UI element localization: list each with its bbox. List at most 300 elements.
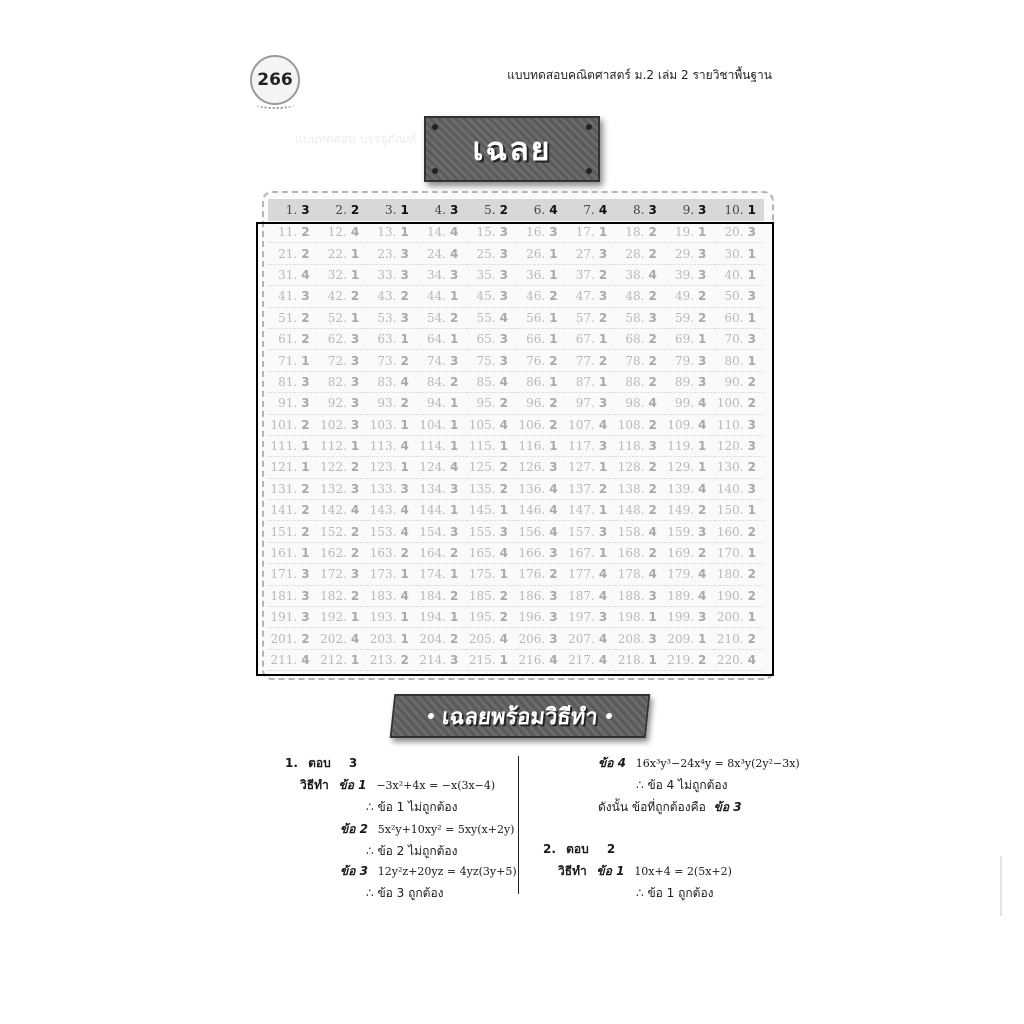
question-number: 3. bbox=[384, 203, 397, 217]
answer-choice: 2 bbox=[350, 546, 360, 561]
q1-step-2: ข้อ 2 5x²y+10xy² = 5xy(x+2y) bbox=[340, 822, 515, 836]
question-number: 160. bbox=[716, 524, 744, 539]
question-number: 45. bbox=[476, 289, 496, 304]
question-number: 69. bbox=[674, 332, 695, 347]
answer-choice: 1 bbox=[400, 460, 409, 475]
question-number: 102. bbox=[320, 417, 347, 432]
answer-choice: 1 bbox=[400, 225, 409, 240]
answer-choice: 2 bbox=[747, 460, 756, 475]
question-number: 50. bbox=[724, 289, 744, 304]
answer-choice: 2 bbox=[698, 546, 707, 561]
answer-choice: 3 bbox=[598, 524, 608, 539]
question-number: 207. bbox=[568, 631, 595, 646]
answer-choice: 2 bbox=[549, 353, 558, 368]
question-number: 146. bbox=[518, 503, 546, 518]
question-number: 58. bbox=[625, 310, 645, 325]
answer-choice: 1 bbox=[648, 653, 657, 667]
answer-choice: 1 bbox=[350, 653, 360, 667]
answer-choice: 2 bbox=[499, 396, 508, 411]
answer-cell bbox=[714, 199, 764, 221]
question-number: 199. bbox=[667, 610, 695, 625]
answer-choice: 4 bbox=[698, 481, 707, 496]
question-number: 143. bbox=[369, 503, 397, 518]
answer-choice: 2 bbox=[350, 203, 360, 217]
question-number: 173. bbox=[369, 567, 397, 582]
question-number: 214. bbox=[419, 653, 447, 667]
answer-choice: 2 bbox=[350, 524, 360, 539]
question-number: 114. bbox=[419, 439, 447, 454]
question-number: 167. bbox=[568, 546, 595, 561]
question-number: 155. bbox=[468, 524, 496, 539]
answer-choice: 3 bbox=[747, 439, 756, 454]
question-number: 120. bbox=[716, 439, 744, 454]
answer-choice: 2 bbox=[499, 610, 508, 625]
answer-choice: 3 bbox=[301, 396, 310, 411]
answer-choice: 2 bbox=[400, 396, 409, 411]
answer-choice: 3 bbox=[400, 246, 409, 261]
answer-choice: 4 bbox=[698, 588, 707, 603]
q1-result-4: ∴ ข้อ 4 ไม่ถูกต้อง bbox=[636, 778, 728, 792]
question-number: 127. bbox=[568, 460, 595, 475]
answer-choice: 3 bbox=[648, 439, 657, 454]
question-number: 134. bbox=[419, 481, 447, 496]
question-number: 85. bbox=[476, 374, 496, 389]
question-number: 150. bbox=[716, 503, 744, 518]
answer-choice: 1 bbox=[400, 631, 409, 646]
answer-choice: 3 bbox=[747, 481, 756, 496]
question-number: 205. bbox=[468, 631, 496, 646]
answer-choice: 2 bbox=[450, 374, 459, 389]
answer-choice: 2 bbox=[499, 588, 508, 603]
answer-choice: 1 bbox=[450, 503, 459, 518]
answer-choice: 4 bbox=[450, 225, 459, 240]
bolt-icon bbox=[586, 168, 592, 174]
answer-choice: 4 bbox=[598, 417, 608, 432]
answer-choice: 3 bbox=[350, 481, 360, 496]
question-number: 48. bbox=[625, 289, 645, 304]
answer-choice: 3 bbox=[499, 267, 508, 282]
question-number: 133. bbox=[369, 481, 397, 496]
bolt-icon bbox=[586, 124, 592, 130]
answer-choice: 4 bbox=[598, 567, 608, 582]
answer-choice: 4 bbox=[648, 567, 657, 582]
question-number: 112. bbox=[320, 439, 347, 454]
answer-choice: 4 bbox=[549, 481, 558, 496]
question-number: 78. bbox=[625, 353, 645, 368]
question-number: 87. bbox=[575, 374, 595, 389]
question-number: 170. bbox=[716, 546, 744, 561]
question-number: 72. bbox=[327, 353, 347, 368]
question-number: 176. bbox=[518, 567, 546, 582]
answer-choice: 2 bbox=[301, 225, 310, 240]
question-number: 126. bbox=[518, 460, 546, 475]
question-number: 220. bbox=[716, 653, 744, 667]
page-edge-mark bbox=[1000, 856, 1002, 916]
answer-choice: 1 bbox=[598, 225, 608, 240]
answer-choice: 4 bbox=[301, 267, 310, 282]
answer-choice: 4 bbox=[648, 396, 657, 411]
answer-choice: 4 bbox=[698, 396, 707, 411]
question-number: 19. bbox=[674, 225, 695, 240]
question-number: 18. bbox=[625, 225, 645, 240]
answer-choice: 1 bbox=[350, 267, 360, 282]
answer-choice: 2 bbox=[648, 417, 657, 432]
question-number: 201. bbox=[270, 631, 298, 646]
answer-choice: 1 bbox=[400, 567, 409, 582]
answer-choice: 2 bbox=[499, 481, 508, 496]
answer-choice: 4 bbox=[499, 546, 508, 561]
question-number: 130. bbox=[716, 460, 744, 475]
answer-choice: 1 bbox=[450, 332, 459, 347]
answer-choice: 1 bbox=[747, 267, 756, 282]
answer-choice: 3 bbox=[648, 588, 657, 603]
question-number: 115. bbox=[468, 439, 496, 454]
solution-method-banner bbox=[390, 694, 651, 738]
question-number: 177. bbox=[568, 567, 595, 582]
answer-choice: 4 bbox=[499, 310, 508, 325]
question-number: 65. bbox=[476, 332, 496, 347]
answer-choice: 1 bbox=[301, 460, 310, 475]
answer-choice: 3 bbox=[648, 310, 657, 325]
question-number: 26. bbox=[526, 246, 546, 261]
answer-choice: 4 bbox=[698, 567, 707, 582]
answer-choice: 2 bbox=[450, 588, 459, 603]
question-number: 54. bbox=[426, 310, 447, 325]
answer-key-banner bbox=[424, 116, 600, 182]
answer-choice: 1 bbox=[450, 439, 459, 454]
question-number: 191. bbox=[270, 610, 298, 625]
question-number: 198. bbox=[617, 610, 645, 625]
answer-choice: 3 bbox=[450, 524, 459, 539]
question-number: 163. bbox=[369, 546, 397, 561]
answer-choice: 1 bbox=[698, 332, 707, 347]
answer-choice: 2 bbox=[648, 503, 657, 518]
answer-choice: 1 bbox=[450, 289, 459, 304]
answer-choice: 2 bbox=[747, 588, 756, 603]
answer-choice: 2 bbox=[301, 481, 310, 496]
question-number: 180. bbox=[716, 567, 744, 582]
answer-choice: 1 bbox=[598, 374, 608, 389]
answer-choice: 4 bbox=[648, 524, 657, 539]
question-number: 129. bbox=[667, 460, 695, 475]
question-number: 188. bbox=[617, 588, 645, 603]
question-number: 83. bbox=[377, 374, 397, 389]
answer-choice: 1 bbox=[350, 246, 360, 261]
answer-choice: 4 bbox=[747, 653, 756, 667]
question-number: 7. bbox=[583, 203, 595, 217]
question-number: 35. bbox=[476, 267, 496, 282]
question-number: 4. bbox=[434, 203, 447, 217]
answer-choice: 4 bbox=[350, 631, 360, 646]
watermark-text: แบบทดสอบ บรรจุภัณฑ์ bbox=[295, 132, 417, 146]
answer-choice: 3 bbox=[499, 332, 508, 347]
question-number: 29. bbox=[674, 246, 695, 261]
question-number: 202. bbox=[320, 631, 347, 646]
column-divider bbox=[518, 756, 519, 894]
question-number: 192. bbox=[320, 610, 347, 625]
question-number: 68. bbox=[625, 332, 645, 347]
answer-choice: 1 bbox=[549, 310, 558, 325]
answer-choice: 1 bbox=[400, 332, 409, 347]
answer-choice: 4 bbox=[698, 417, 707, 432]
answer-choice: 2 bbox=[350, 289, 360, 304]
answer-choice: 2 bbox=[747, 374, 756, 389]
question-number: 147. bbox=[568, 503, 595, 518]
question-number: 38. bbox=[625, 267, 645, 282]
answer-choice: 3 bbox=[400, 267, 409, 282]
answer-choice: 1 bbox=[400, 610, 409, 625]
answer-choice: 3 bbox=[350, 396, 360, 411]
question-number: 24. bbox=[426, 246, 447, 261]
question-number: 75. bbox=[476, 353, 496, 368]
question-number: 195. bbox=[468, 610, 496, 625]
answer-choice: 3 bbox=[301, 588, 310, 603]
answer-choice: 2 bbox=[747, 567, 756, 582]
question-number: 139. bbox=[667, 481, 695, 496]
question-number: 161. bbox=[270, 546, 298, 561]
answer-choice: 1 bbox=[499, 653, 508, 667]
question-number: 157. bbox=[568, 524, 595, 539]
question-number: 194. bbox=[419, 610, 447, 625]
answer-choice: 3 bbox=[400, 310, 409, 325]
answer-choice: 3 bbox=[698, 524, 707, 539]
book-title: แบบทดสอบคณิตศาสตร์ ม.2 เล่ม 2 รายวิชาพื้นฐาน bbox=[507, 68, 772, 82]
question-number: 193. bbox=[369, 610, 397, 625]
question-number: 215. bbox=[468, 653, 496, 667]
answer-choice: 1 bbox=[549, 374, 558, 389]
question-number: 97. bbox=[575, 396, 595, 411]
question-number: 56. bbox=[526, 310, 546, 325]
answer-cell bbox=[615, 199, 665, 221]
answer-choice: 2 bbox=[301, 246, 310, 261]
question-number: 2. bbox=[335, 203, 347, 217]
question-number: 171. bbox=[270, 567, 298, 582]
answer-choice: 1 bbox=[598, 332, 608, 347]
question-number: 74. bbox=[426, 353, 447, 368]
answer-choice: 1 bbox=[698, 460, 707, 475]
question-number: 23. bbox=[377, 246, 397, 261]
answer-choice: 3 bbox=[549, 610, 558, 625]
bolt-icon bbox=[432, 168, 438, 174]
answer-choice: 1 bbox=[301, 546, 310, 561]
answer-choice: 1 bbox=[747, 353, 756, 368]
answer-choice: 3 bbox=[598, 246, 608, 261]
question-number: 189. bbox=[667, 588, 695, 603]
answer-choice: 1 bbox=[698, 631, 707, 646]
answer-choice: 3 bbox=[648, 631, 657, 646]
question-number: 27. bbox=[575, 246, 595, 261]
answer-choice: 3 bbox=[499, 225, 508, 240]
answer-cell bbox=[268, 199, 318, 221]
question-number: 142. bbox=[320, 503, 347, 518]
question-number: 110. bbox=[716, 417, 744, 432]
answer-choice: 3 bbox=[549, 631, 558, 646]
question-number: 153. bbox=[369, 524, 397, 539]
answer-choice: 3 bbox=[301, 610, 310, 625]
question-number: 81. bbox=[278, 374, 298, 389]
answer-choice: 2 bbox=[648, 225, 657, 240]
question-number: 149. bbox=[667, 503, 695, 518]
answer-choice: 4 bbox=[598, 203, 608, 217]
question-number: 210. bbox=[716, 631, 744, 646]
question-number: 168. bbox=[617, 546, 645, 561]
question-number: 82. bbox=[327, 374, 347, 389]
answer-choice: 2 bbox=[747, 524, 756, 539]
question-number: 211. bbox=[270, 653, 298, 667]
answer-choice: 4 bbox=[400, 439, 409, 454]
question-number: 60. bbox=[724, 310, 744, 325]
answer-choice: 3 bbox=[350, 567, 360, 582]
question-number: 104. bbox=[419, 417, 447, 432]
question-number: 212. bbox=[320, 653, 347, 667]
question-number: 13. bbox=[377, 225, 397, 240]
question-number: 6. bbox=[533, 203, 546, 217]
question-number: 59. bbox=[674, 310, 695, 325]
question-number: 219. bbox=[667, 653, 695, 667]
question-number: 128. bbox=[617, 460, 645, 475]
answer-choice: 2 bbox=[698, 310, 707, 325]
answer-choice: 4 bbox=[499, 374, 508, 389]
answer-choice: 4 bbox=[598, 631, 608, 646]
question-number: 9. bbox=[682, 203, 695, 217]
answer-choice: 1 bbox=[698, 439, 707, 454]
question-number: 41. bbox=[278, 289, 298, 304]
question-number: 196. bbox=[518, 610, 546, 625]
question-number: 46. bbox=[526, 289, 546, 304]
question-number: 148. bbox=[617, 503, 645, 518]
answer-choice: 2 bbox=[648, 546, 657, 561]
answer-choice: 2 bbox=[549, 396, 558, 411]
question-number: 154. bbox=[419, 524, 447, 539]
answer-choice: 2 bbox=[648, 460, 657, 475]
answer-choice: 2 bbox=[301, 524, 310, 539]
answer-choice: 4 bbox=[400, 588, 409, 603]
question-number: 90. bbox=[724, 374, 744, 389]
answer-choice: 3 bbox=[450, 267, 459, 282]
answer-cell bbox=[566, 199, 616, 221]
answer-choice: 3 bbox=[499, 289, 508, 304]
question-number: 158. bbox=[617, 524, 645, 539]
question-number: 32. bbox=[327, 267, 347, 282]
answer-choice: 3 bbox=[698, 353, 707, 368]
q2-heading: 2. ตอบ 2 bbox=[543, 842, 616, 856]
answer-choice: 2 bbox=[648, 481, 657, 496]
answer-choice: 1 bbox=[450, 396, 459, 411]
question-number: 33. bbox=[377, 267, 397, 282]
q2-result-1: ∴ ข้อ 1 ถูกต้อง bbox=[636, 886, 714, 900]
page-number: 266 bbox=[257, 70, 293, 90]
question-number: 70. bbox=[724, 332, 744, 347]
question-number: 20. bbox=[724, 225, 744, 240]
answer-choice: 4 bbox=[549, 653, 558, 667]
answer-choice: 3 bbox=[598, 439, 608, 454]
answer-choice: 1 bbox=[499, 503, 508, 518]
answer-choice: 1 bbox=[450, 567, 459, 582]
answer-choice: 1 bbox=[499, 439, 508, 454]
question-number: 164. bbox=[419, 546, 447, 561]
answer-choice: 2 bbox=[400, 653, 409, 667]
answer-choice: 4 bbox=[499, 417, 508, 432]
answer-choice: 2 bbox=[400, 289, 409, 304]
answer-choice: 3 bbox=[598, 289, 608, 304]
answer-choice: 3 bbox=[549, 460, 558, 475]
question-number: 21. bbox=[278, 246, 298, 261]
q2-step-1: วิธีทำ ข้อ 1 10x+4 = 2(5x+2) bbox=[558, 864, 732, 878]
question-number: 105. bbox=[468, 417, 496, 432]
question-number: 11. bbox=[278, 225, 298, 240]
question-number: 117. bbox=[568, 439, 595, 454]
question-number: 113. bbox=[369, 439, 397, 454]
question-number: 181. bbox=[270, 588, 298, 603]
question-number: 39. bbox=[674, 267, 695, 282]
question-number: 71. bbox=[278, 353, 298, 368]
question-number: 100. bbox=[716, 396, 744, 411]
question-number: 61. bbox=[278, 332, 298, 347]
answer-choice: 1 bbox=[549, 332, 558, 347]
question-number: 203. bbox=[369, 631, 397, 646]
answer-choice: 4 bbox=[400, 503, 409, 518]
answer-choice: 3 bbox=[648, 203, 657, 217]
question-number: 162. bbox=[320, 546, 347, 561]
answer-choice: 2 bbox=[400, 353, 409, 368]
answer-cell bbox=[665, 199, 715, 221]
question-number: 15. bbox=[476, 225, 496, 240]
answer-choice: 1 bbox=[598, 546, 608, 561]
answer-choice: 3 bbox=[450, 481, 459, 496]
answer-choice: 3 bbox=[698, 267, 707, 282]
question-number: 101. bbox=[270, 417, 298, 432]
answer-cell bbox=[516, 199, 566, 221]
question-number: 119. bbox=[667, 439, 695, 454]
answer-choice: 1 bbox=[499, 567, 508, 582]
answer-choice: 3 bbox=[698, 203, 707, 217]
question-number: 156. bbox=[518, 524, 546, 539]
answer-choice: 2 bbox=[301, 503, 310, 518]
answer-choice: 3 bbox=[499, 353, 508, 368]
question-number: 25. bbox=[476, 246, 496, 261]
q1-step-1: วิธีทำ ข้อ 1 −3x²+4x = −x(3x−4) bbox=[300, 778, 496, 792]
answer-choice: 2 bbox=[648, 353, 657, 368]
question-number: 144. bbox=[419, 503, 447, 518]
answer-choice: 3 bbox=[301, 203, 310, 217]
question-number: 190. bbox=[716, 588, 744, 603]
question-number: 47. bbox=[575, 289, 595, 304]
answer-choice: 3 bbox=[301, 567, 310, 582]
answer-choice: 3 bbox=[747, 332, 756, 347]
question-number: 151. bbox=[270, 524, 298, 539]
question-number: 1. bbox=[285, 203, 298, 217]
answer-choice: 2 bbox=[698, 289, 707, 304]
question-number: 28. bbox=[625, 246, 645, 261]
question-number: 40. bbox=[724, 267, 744, 282]
answer-choice: 3 bbox=[598, 396, 608, 411]
question-number: 89. bbox=[674, 374, 695, 389]
question-number: 123. bbox=[369, 460, 397, 475]
question-number: 49. bbox=[674, 289, 695, 304]
answer-choice: 3 bbox=[450, 653, 459, 667]
question-number: 42. bbox=[327, 289, 347, 304]
answer-choice: 2 bbox=[549, 289, 558, 304]
answer-choice: 4 bbox=[598, 588, 608, 603]
question-number: 178. bbox=[617, 567, 645, 582]
answer-choice: 3 bbox=[301, 289, 310, 304]
answer-choice: 3 bbox=[698, 610, 707, 625]
question-number: 96. bbox=[526, 396, 546, 411]
dot-icon bbox=[428, 713, 435, 719]
answer-choice: 2 bbox=[648, 246, 657, 261]
answer-choice: 2 bbox=[598, 267, 608, 282]
answer-choice: 3 bbox=[499, 524, 508, 539]
